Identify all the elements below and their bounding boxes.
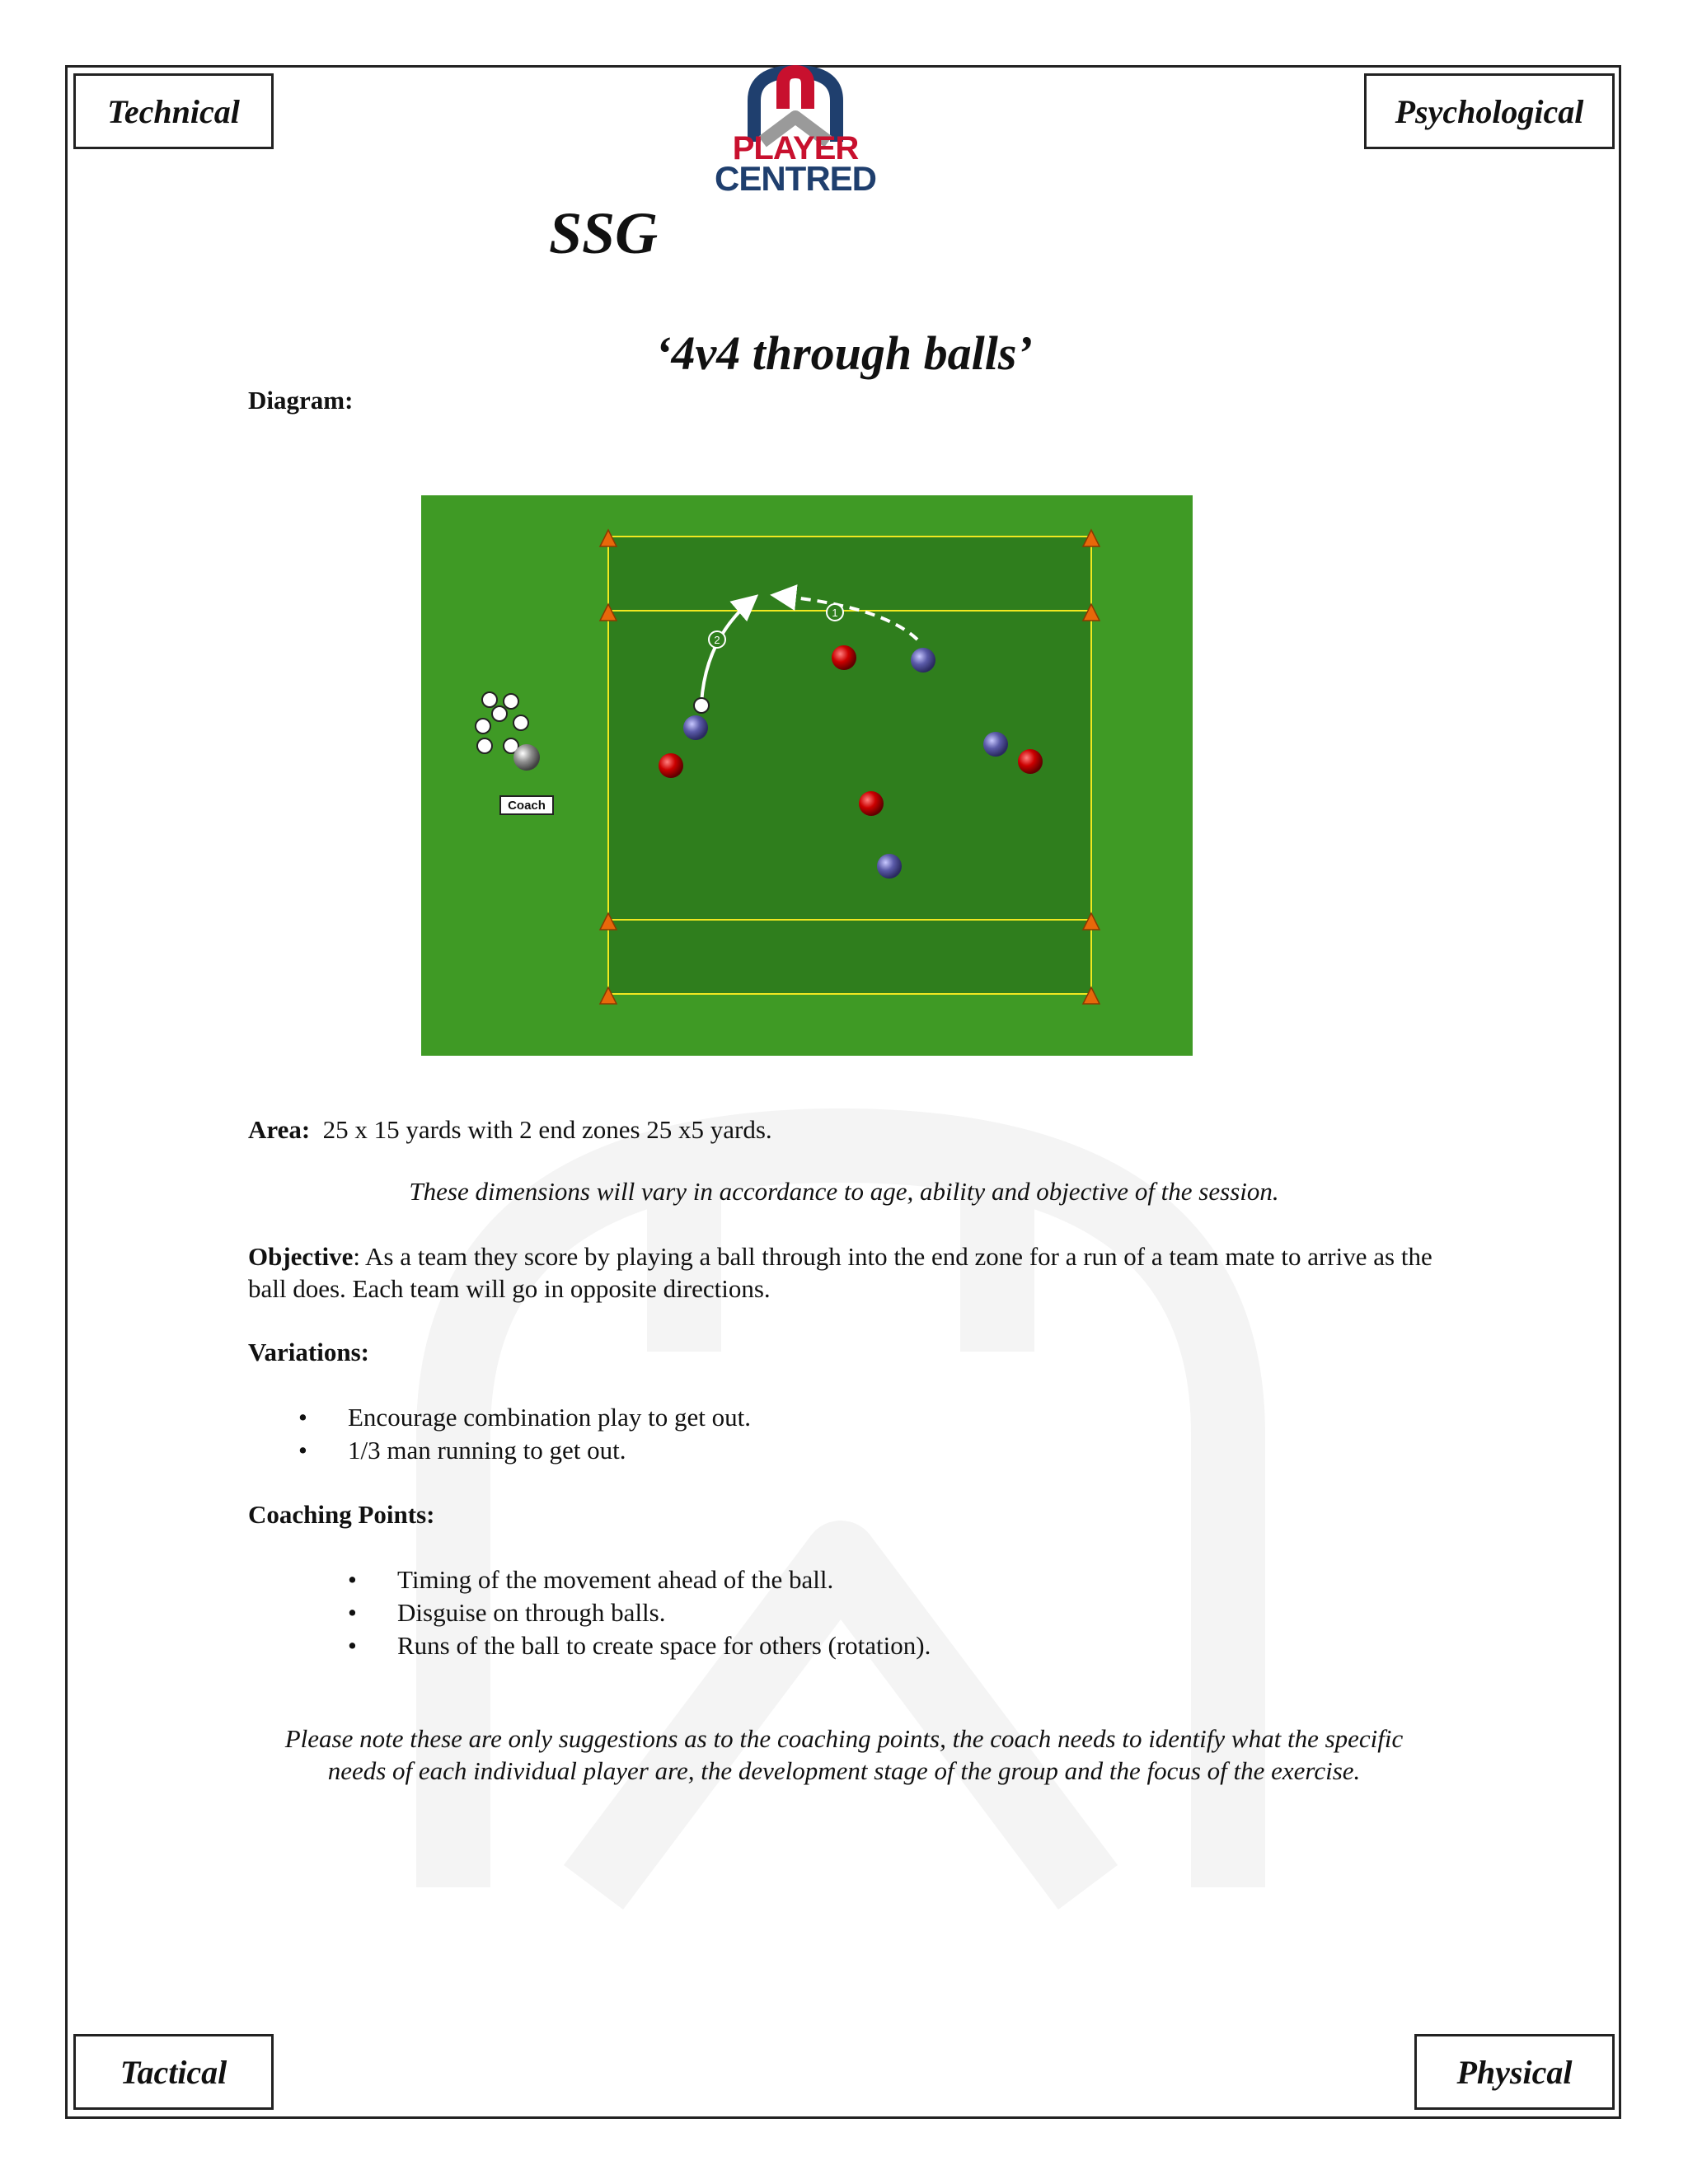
coaching-point-text: Timing of the movement ahead of the ball. bbox=[397, 1565, 834, 1594]
variation-text: 1/3 man running to get out. bbox=[348, 1436, 626, 1465]
diagram-label: Diagram: bbox=[248, 386, 354, 415]
technical-label: Technical bbox=[73, 73, 274, 149]
coach-player bbox=[513, 744, 540, 771]
area-label: Area: bbox=[248, 1115, 311, 1144]
area-text: 25 x 15 yards with 2 end zones 25 x5 yards. bbox=[322, 1115, 772, 1144]
objective-paragraph bbox=[248, 1240, 1435, 1305]
blue-player bbox=[983, 732, 1008, 757]
variations-label: Variations: bbox=[248, 1338, 369, 1366]
red-player bbox=[1018, 749, 1043, 774]
session-title: ‘4v4 through balls’ bbox=[655, 326, 1033, 380]
ball-icon bbox=[482, 692, 497, 707]
blue-player bbox=[683, 715, 708, 740]
blue-player bbox=[877, 854, 902, 879]
session-category: SSG bbox=[549, 200, 659, 266]
dimensions-note-text: These dimensions will vary in accordance to age, ability and objective of the session bbox=[409, 1177, 1273, 1206]
area-line bbox=[248, 1113, 1435, 1146]
bullet: • bbox=[298, 1436, 307, 1465]
bullet: • bbox=[348, 1565, 357, 1594]
bullet: • bbox=[348, 1598, 357, 1627]
coach-label: Coach bbox=[508, 799, 546, 813]
variation-text: Encourage combination play to get out. bbox=[348, 1403, 751, 1432]
coaching-point-text: Disguise on through balls. bbox=[397, 1598, 666, 1627]
ball-icon bbox=[477, 738, 492, 753]
red-player bbox=[859, 791, 884, 816]
psychological-label: Psychological bbox=[1364, 73, 1615, 149]
physical-label: Physical bbox=[1414, 2034, 1615, 2110]
bullet: • bbox=[348, 1631, 357, 1660]
pitch-diagram bbox=[421, 495, 1193, 1056]
arrow-number-2: 2 bbox=[714, 634, 720, 646]
coaching-disclaimer: Please note these are only suggestions as to the coaching points, the coach needs to identify what the specific needs of each individual player are, the development stage of the group and the focus of the exercise. bbox=[284, 1724, 1404, 1785]
ball-icon bbox=[492, 706, 507, 721]
ball-icon bbox=[513, 715, 528, 730]
bullet: • bbox=[298, 1403, 307, 1432]
dimensions-note: These dimensions will vary in accordance to age, ability and objective of the session. bbox=[409, 1177, 1279, 1206]
coaching-point-text: Runs of the ball to create space for others (rotation). bbox=[397, 1631, 931, 1660]
tactical-label: Tactical bbox=[73, 2034, 274, 2110]
logo-player-text: PLAYER bbox=[732, 130, 859, 166]
red-player bbox=[832, 645, 856, 670]
blue-player bbox=[911, 648, 935, 673]
objective-label: Objective bbox=[248, 1242, 354, 1271]
ball-icon bbox=[504, 694, 518, 709]
logo-centred-text: CENTRED bbox=[714, 159, 876, 198]
ball-icon bbox=[476, 719, 490, 733]
objective-text: : As a team they score by playing a ball through into the end zone for a run of a team mate to arrive as the ball does. Each team will go in opposite directions. bbox=[248, 1242, 1432, 1303]
coaching-points-label: Coaching Points: bbox=[248, 1500, 435, 1529]
ball-icon bbox=[694, 698, 709, 713]
arrow-number-1: 1 bbox=[832, 607, 838, 619]
red-player bbox=[659, 753, 683, 778]
